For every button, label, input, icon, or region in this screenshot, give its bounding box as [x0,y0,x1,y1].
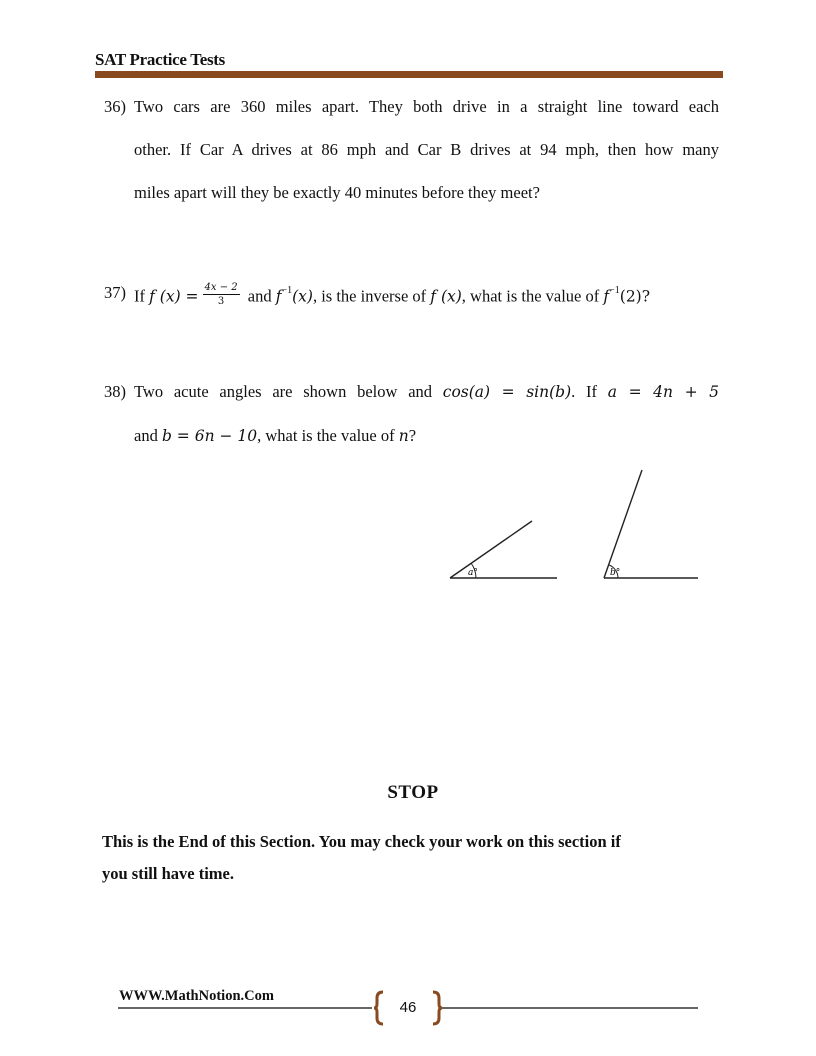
footer-rule-left [118,1007,372,1009]
header-title: SAT Practice Tests [95,50,225,69]
equation: cos(a) = sin(b) [442,383,572,401]
end-note-line: This is the End of this Section. You may check your work on this section if [102,832,621,851]
angle-b-label: b° [610,568,621,578]
question-38 [104,370,724,460]
question-36 [104,85,724,215]
inverse-argument: (x) [292,287,313,306]
question-number: 36) [104,97,126,116]
end-of-section-note [102,826,702,890]
question-text: Two acute angles are shown below and [134,382,433,401]
function-expression: f (x) = [149,287,199,306]
function-expression: f (x) [430,287,462,306]
question-text-line: miles apart will they be exactly 40 minutes before they meet? [134,183,540,202]
question-text-line [134,370,719,414]
footer-rule-right [442,1007,698,1009]
inverse-argument: (2)? [619,287,651,306]
question-37 [104,271,734,314]
question-text: and [134,426,158,445]
end-note-line: you still have time. [102,864,234,883]
fraction [203,281,240,308]
inverse-function: f [603,287,610,306]
header-rule [95,71,723,78]
question-text: , what is the value of [257,426,395,445]
angles-figure [440,462,710,597]
question-number: 38) [104,382,126,401]
inverse-exponent: −1 [609,285,620,296]
equation: a = 4n + 5 [607,383,719,401]
page-number: 46 [399,999,417,1016]
fraction-numerator: 4x − 2 [204,282,238,294]
inverse-function: f [275,287,282,306]
inverse-exponent: −1 [281,285,293,296]
question-text: . If [571,382,598,401]
question-text: and [247,286,272,306]
question-text: , what is the value of [461,286,600,306]
question-text: ? [408,426,417,445]
variable: n [398,427,409,445]
question-text: , is the inverse of [312,286,427,306]
question-text-line [134,414,719,458]
fraction-denominator: 3 [217,296,225,308]
footer-website: WWW.MathNotion.Com [119,988,274,1004]
question-text-line: other. If Car A drives at 86 mph and Car B drives at 94 mph, then how many [134,140,719,159]
angle-a-label: a° [468,568,478,578]
equation: b = 6n − 10 [161,427,258,445]
angle-b [604,470,698,578]
question-text: If [134,286,145,306]
stop-heading: STOP [387,782,439,803]
question-text-line: Two cars are 360 miles apart. They both drive in a straight line toward each [134,97,719,116]
angle-a [450,521,557,578]
question-number: 37) [104,283,126,302]
